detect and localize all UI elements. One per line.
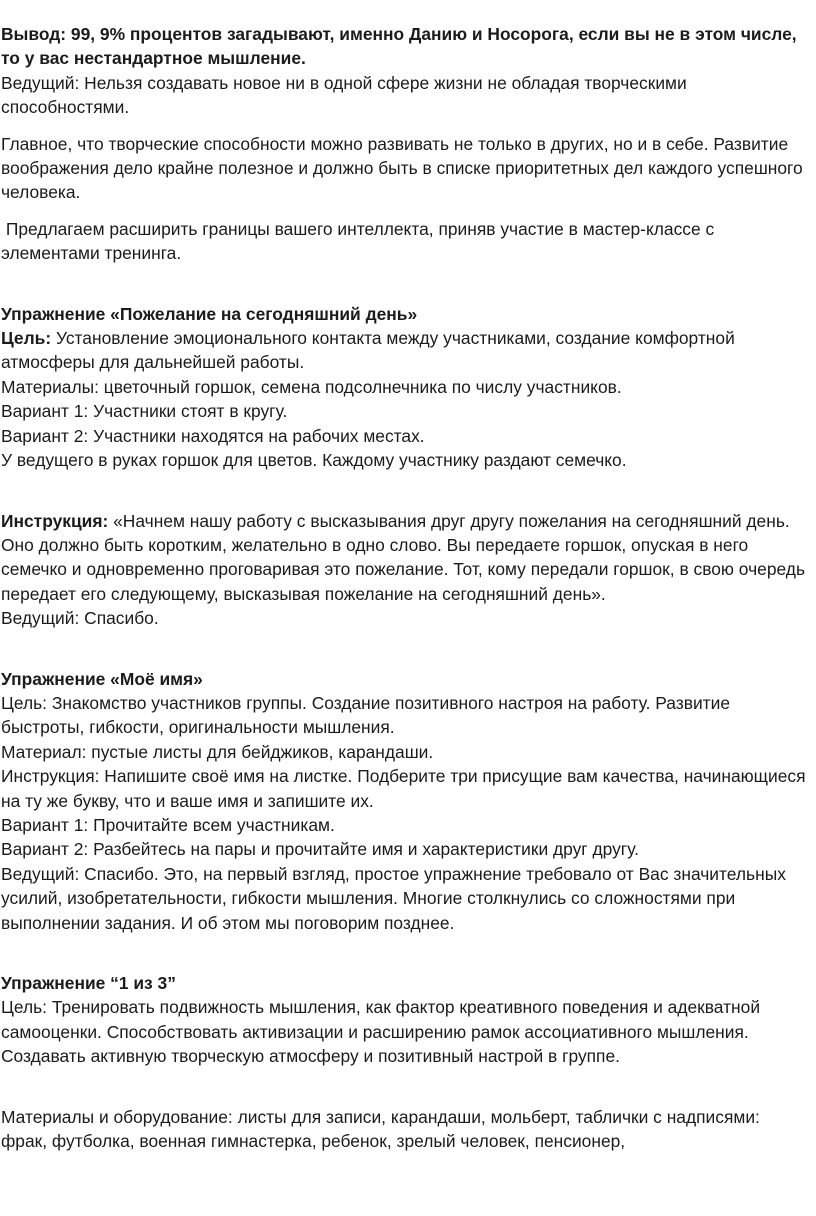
exercise1-thanks: Ведущий: Спасибо. bbox=[1, 608, 159, 629]
exercise1-instruction: Инструкция: «Начнем нашу работу с высказывания друг другу пожелания на сегодняшний день. Оно должно быть коротким, желательно в одно слово. Вы передаете горшок, опуская в него семечко и одновременно проговаривая это пожелание. Тот, кому передали горшок, в свою очередь передает его следующему, высказывая пожелание на сегодняшний день». bbox=[1, 510, 805, 604]
exercise2-goal: Цель: Знакомство участников группы. Создание позитивного настроя на работу. Развитие быстроты, гибкости, оригинальности мышления. bbox=[1, 692, 731, 738]
exercise2-instruction: Инструкция: Напишите своё имя на листке. Подберите три присущие вам качества, начинающиеся на ту же букву, что и ваше имя и запишите их. bbox=[1, 766, 806, 811]
exercise2-title: Упражнение «Моё имя» bbox=[1, 668, 203, 689]
exercise3-materials: Материалы и оборудование: листы для записи, карандаши, мольберт, таблички с надписями: фрак, футболка, военная гимнастерка, ребенок, зрелый человек, пенсионер, bbox=[1, 1106, 760, 1152]
exercise1-title: Упражнение «Пожелание на сегодняшний день» bbox=[1, 303, 418, 324]
exercise1-materials: Материалы: цветочный горшок, семена подсолнечника по числу участников. bbox=[1, 376, 622, 397]
exercise2-variant2: Вариант 2: Разбейтесь на пары и прочитайте имя и характеристики друг другу. bbox=[1, 839, 639, 860]
exercise2-host: Ведущий: Спасибо. Это, на первый взгляд, простое упражнение требовало от Вас значительных усилий, изобретательности, гибкости мышления. Многие столкнулись со сложностями при выполнении задания. И об этом мы поговорим позднее. bbox=[1, 863, 786, 933]
exercise1-setup: У ведущего в руках горшок для цветов. Каждому участнику раздают семечко. bbox=[1, 450, 627, 471]
exercise3-title: Упражнение “1 из 3” bbox=[1, 973, 176, 993]
offer-paragraph: Предлагаем расширить границы вашего интеллекта, приняв участие в мастер-классе с элементами тренинга. bbox=[1, 218, 720, 264]
main-point-paragraph: Главное, что творческие способности можно развивать не только в других, но и в себе. Развитие воображения дело крайне полезное и должно быть в списке приоритетных дел каждого успешного человека. bbox=[1, 133, 803, 203]
exercise1-variant2: Вариант 2: Участники находятся на рабочих местах. bbox=[1, 425, 425, 446]
exercise1-variant1: Вариант 1: Участники стоят в кругу. bbox=[1, 401, 288, 422]
conclusion-paragraph: Вывод: 99, 9% процентов загадывают, именно Данию и Носорога, если вы не в этом числе, то у вас нестандартное мышление. bbox=[1, 24, 797, 69]
host-statement: Ведущий: Нельзя создавать новое ни в одной сфере жизни не обладая творческими способностями. bbox=[1, 72, 687, 118]
exercise1-goal: Цель: Установление эмоционального контакта между участниками, создание комфортной атмосферы для дальнейшей работы. bbox=[1, 328, 735, 373]
exercise2-material: Материал: пустые листы для бейджиков, карандаши. bbox=[1, 741, 434, 762]
exercise2-variant1: Вариант 1: Прочитайте всем участникам. bbox=[1, 814, 335, 835]
exercise3-goal: Цель: Тренировать подвижность мышления, как фактор креативного поведения и адекватной самооценки. Способствовать активизации и расширению рамок ассоциативного мышления. Создавать активную творческую атмосферу и позитивный настрой в группе. bbox=[1, 997, 761, 1067]
